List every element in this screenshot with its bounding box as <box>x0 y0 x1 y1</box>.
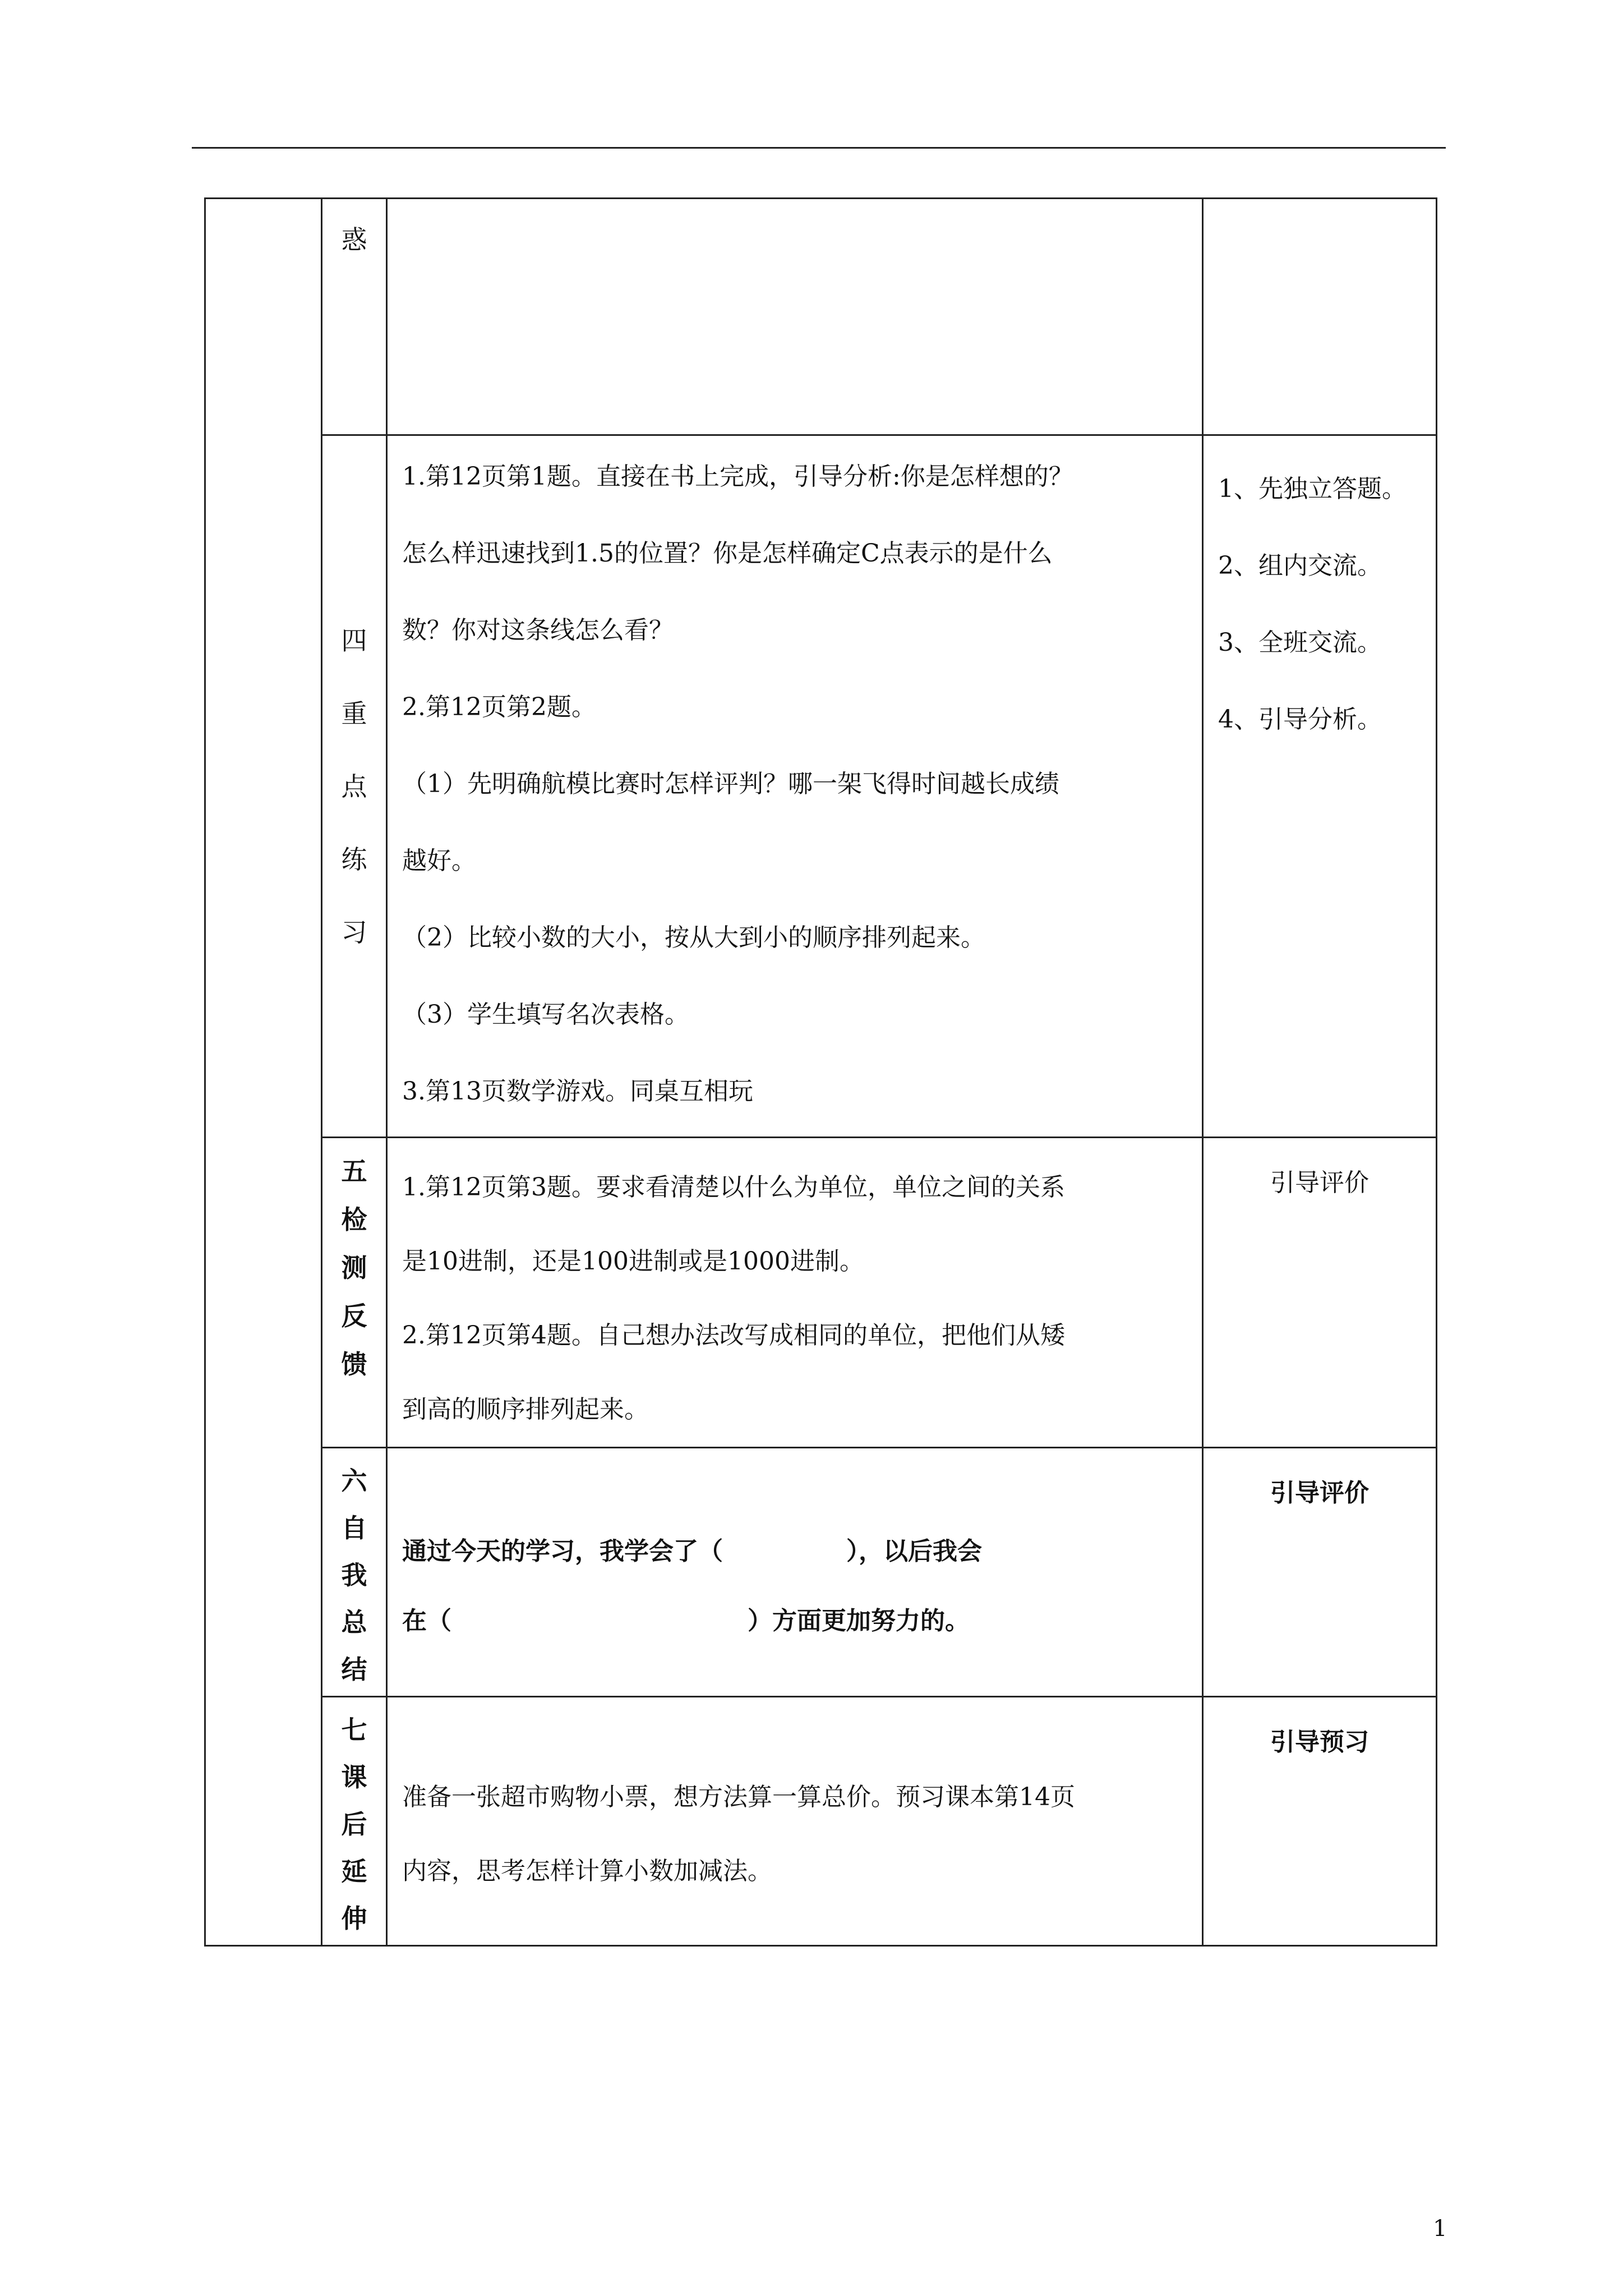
content-line: 1.第12页第3题。要求看清楚以什么为单位，单位之间的关系 <box>402 1173 1065 1202</box>
table-row-doubts <box>205 199 1437 435</box>
content-line: 1.第12页第1题。直接在书上完成，引导分析:你是怎样想的？ <box>402 462 1073 491</box>
stage-char: 延 <box>341 1856 367 1887</box>
stage-char: 总 <box>341 1607 367 1637</box>
method-line: 引导预习 <box>1270 1728 1369 1756</box>
stage-char: 四 <box>341 625 367 656</box>
left-margin-cell <box>205 199 322 1946</box>
content-cell <box>387 1138 1203 1448</box>
table-row-feedback <box>205 1138 1437 1448</box>
stage-char: 反 <box>341 1301 367 1331</box>
stage-char: 测 <box>341 1253 367 1283</box>
method-cell <box>1203 199 1437 435</box>
method-line: 引导评价 <box>1270 1168 1369 1197</box>
method-line: 3、全班交流。 <box>1218 628 1382 657</box>
method-cell <box>1203 1138 1437 1448</box>
content-line: 到高的顺序排列起来。 <box>402 1395 649 1424</box>
stage-char: 检 <box>341 1204 367 1235</box>
content-line: 越好。 <box>402 846 476 875</box>
stage-char: 伸 <box>341 1903 367 1934</box>
content-cell <box>387 1697 1203 1946</box>
content-line: 2.第12页第2题。 <box>402 693 596 721</box>
content-cell <box>387 435 1203 1138</box>
stage-char: 七 <box>341 1715 367 1745</box>
content-line: 通过今天的学习，我学会了（ ），以后我会 <box>402 1537 982 1566</box>
stage-char: 习 <box>341 917 367 947</box>
content-line: 在（ ）方面更加努力的。 <box>402 1607 970 1635</box>
stage-char: 课 <box>341 1762 367 1792</box>
content-line: （2）比较小数的大小，按从大到小的顺序排列起来。 <box>402 923 985 952</box>
stage-cell <box>322 1448 387 1697</box>
method-line: 2、组内交流。 <box>1218 551 1382 580</box>
content-line: 3.第13页数学游戏。同桌互相玩 <box>402 1077 753 1106</box>
method-line: 1、先独立答题。 <box>1218 475 1407 503</box>
content-line: 准备一张超市购物小票，想方法算一算总价。预习课本第14页 <box>402 1783 1075 1811</box>
content-line: 内容，思考怎样计算小数加减法。 <box>402 1857 772 1885</box>
stage-cell <box>322 435 387 1138</box>
method-cell <box>1203 1697 1437 1946</box>
method-cell <box>1203 435 1437 1138</box>
stage-char: 五 <box>341 1156 367 1186</box>
content-cell <box>387 1448 1203 1697</box>
stage-char: 馈 <box>341 1349 367 1379</box>
method-line: 4、引导分析。 <box>1218 705 1382 734</box>
header-rule <box>192 147 1446 149</box>
stage-char: 自 <box>341 1513 367 1543</box>
content-line: （1）先明确航模比赛时怎样评判？哪一架飞得时间越长成绩 <box>402 770 1059 798</box>
page-number: 1 <box>1433 2216 1447 2242</box>
stage-cell <box>322 199 387 435</box>
stage-cell <box>322 1138 387 1448</box>
content-line: （3）学生填写名次表格。 <box>402 1000 689 1029</box>
stage-char: 惑 <box>341 224 367 255</box>
stage-cell <box>322 1697 387 1946</box>
stage-char: 我 <box>341 1560 367 1590</box>
stage-char: 结 <box>341 1654 367 1685</box>
content-line: 2.第12页第4题。自己想办法改写成相同的单位，把他们从矮 <box>402 1321 1065 1350</box>
stage-char: 后 <box>341 1809 367 1839</box>
stage-char: 练 <box>341 844 367 875</box>
table-row-extension <box>205 1697 1437 1946</box>
stage-char: 重 <box>341 698 367 729</box>
table-row-self-summary <box>205 1448 1437 1697</box>
method-line: 引导评价 <box>1270 1479 1369 1507</box>
method-cell <box>1203 1448 1437 1697</box>
stage-char: 点 <box>341 771 367 802</box>
content-cell <box>387 199 1203 435</box>
content-line: 是10进制，还是100进制或是1000进制。 <box>402 1247 864 1276</box>
content-line: 怎么样迅速找到1.5的位置？你是怎样确定C点表示的是什么 <box>402 539 1053 568</box>
content-line: 数？你对这条线怎么看？ <box>402 616 674 645</box>
table-row-key-practice <box>205 435 1437 1138</box>
lesson-plan-table <box>204 197 1437 1947</box>
stage-char: 六 <box>341 1466 367 1496</box>
